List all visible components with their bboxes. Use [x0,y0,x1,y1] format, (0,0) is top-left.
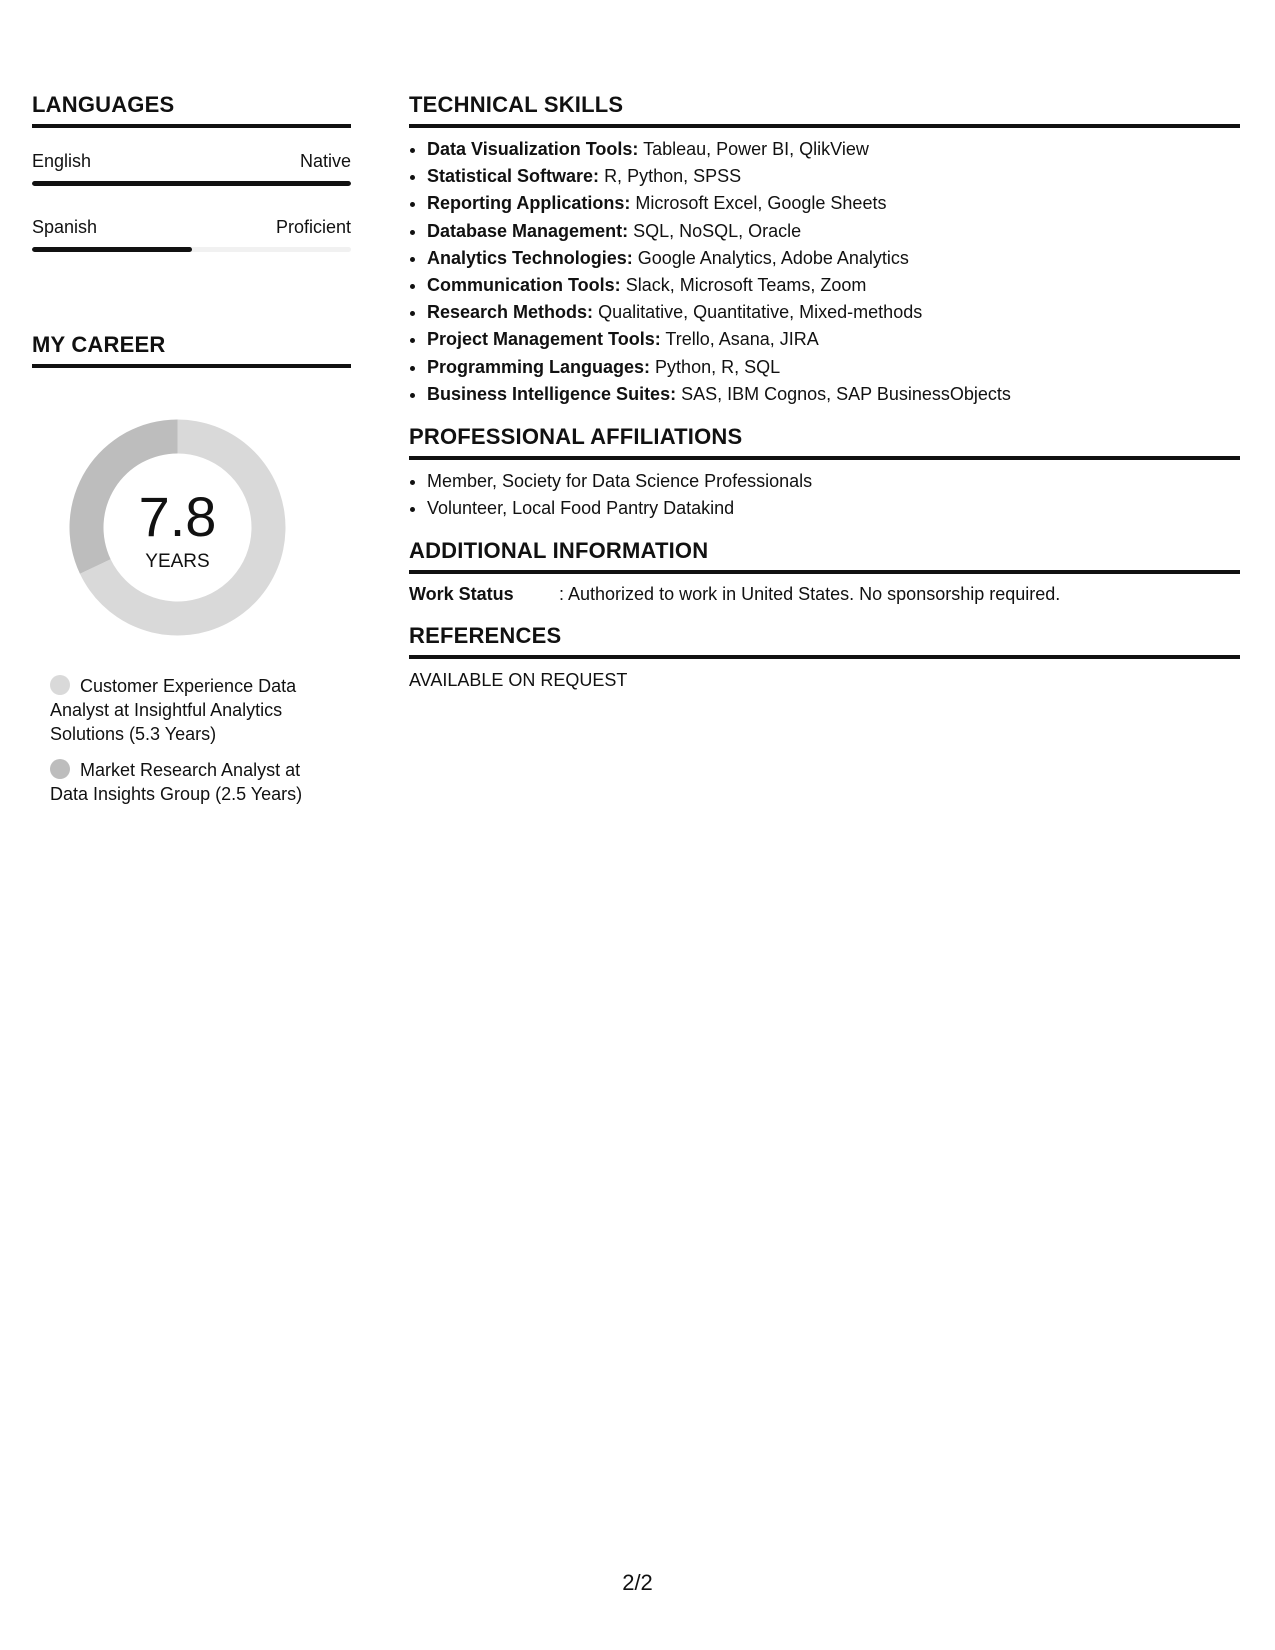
career-legend-label: Customer Experience Data Analyst at Insightful Analytics Solutions (5.3 Years) [50,676,297,744]
affiliation-item: • Volunteer, Local Food Pantry Datakind [427,495,1240,522]
language-bar-fill [32,181,351,186]
affiliations-list [409,468,1240,522]
skill-item [427,218,1240,245]
skill-values: R, Python, SPSS [604,166,742,187]
technical-skills-list [409,136,1240,408]
skill-category: Project Management Tools: [427,329,661,350]
additional-info-title: ADDITIONAL INFORMATION [409,538,1240,574]
language-name: English [32,151,92,171]
career-total-years: 7.8 [138,485,217,548]
career-legend [50,674,340,818]
skill-item [427,245,1240,272]
skill-category: Database Management: [427,220,629,241]
skill-values: Slack, Microsoft Teams, Zoom [625,275,867,296]
skill-item [427,299,1240,326]
skill-values: Tableau, Power BI, QlikView [643,139,869,159]
skill-values: Google Analytics, Adobe Analytics [637,247,909,268]
language-bar-fill [32,247,192,252]
affiliations-title: PROFESSIONAL AFFILIATIONS [409,424,1240,460]
career-total-unit: YEARS [145,551,210,572]
language-bar [32,247,351,252]
skill-category: Communication Tools: [427,275,621,296]
career-legend-item [50,674,340,746]
legend-dot-icon [50,675,70,695]
career-title: MY CAREER [32,332,351,368]
skill-values: Trello, Asana, JIRA [665,329,819,350]
skill-item [427,354,1240,381]
affiliation-item: • Member, Society for Data Science Professionals [427,468,1240,495]
language-level: Native [299,151,351,171]
work-status-row [409,581,1240,607]
skill-item [427,163,1240,190]
references-section [409,623,1240,692]
career-legend-item [50,758,340,806]
language-bar [32,181,351,186]
work-status-label: Work Status [409,584,514,605]
skill-values: Python, R, SQL [655,356,781,377]
left-column [32,92,351,804]
skill-category: Programming Languages: [427,356,651,377]
references-text: AVAILABLE ON REQUEST [409,670,628,691]
page-number: 2/2 [622,1570,653,1595]
additional-info-section [409,538,1240,607]
skill-category: Analytics Technologies: [427,247,633,268]
language-english [32,150,351,186]
language-level: Proficient [275,217,351,237]
skill-values: SQL, NoSQL, Oracle [633,220,802,241]
skill-category: Research Methods: [427,302,594,323]
language-spanish [32,216,351,252]
legend-dot-icon [50,759,70,779]
languages-title: LANGUAGES [32,92,351,128]
language-name: Spanish [32,217,98,237]
skill-category: Data Visualization Tools: [427,139,639,159]
skill-item [427,136,1240,163]
skill-item [427,190,1240,217]
career-legend-label: Market Research Analyst at Data Insights Group (2.5 Years) [50,760,303,804]
skill-category: Statistical Software: [427,166,600,187]
skill-category: Business Intelligence Suites: [427,383,677,404]
skill-values: Qualitative, Quantitative, Mixed-methods [598,302,923,323]
skill-item [427,326,1240,353]
technical-skills-section [409,92,1240,408]
career-donut-chart [65,415,290,640]
skill-values: SAS, IBM Cognos, SAP BusinessObjects [681,383,1011,404]
skill-item [427,381,1240,408]
skill-category: Reporting Applications: [427,193,631,214]
skill-values: Microsoft Excel, Google Sheets [635,193,887,214]
affiliations-section [409,424,1240,522]
references-title: REFERENCES [409,623,1240,659]
technical-skills-title: TECHNICAL SKILLS [409,92,1240,128]
skill-item [427,272,1240,299]
right-column [409,92,1240,692]
work-status-value: : Authorized to work in United States. No sponsorship required. [559,584,1061,605]
